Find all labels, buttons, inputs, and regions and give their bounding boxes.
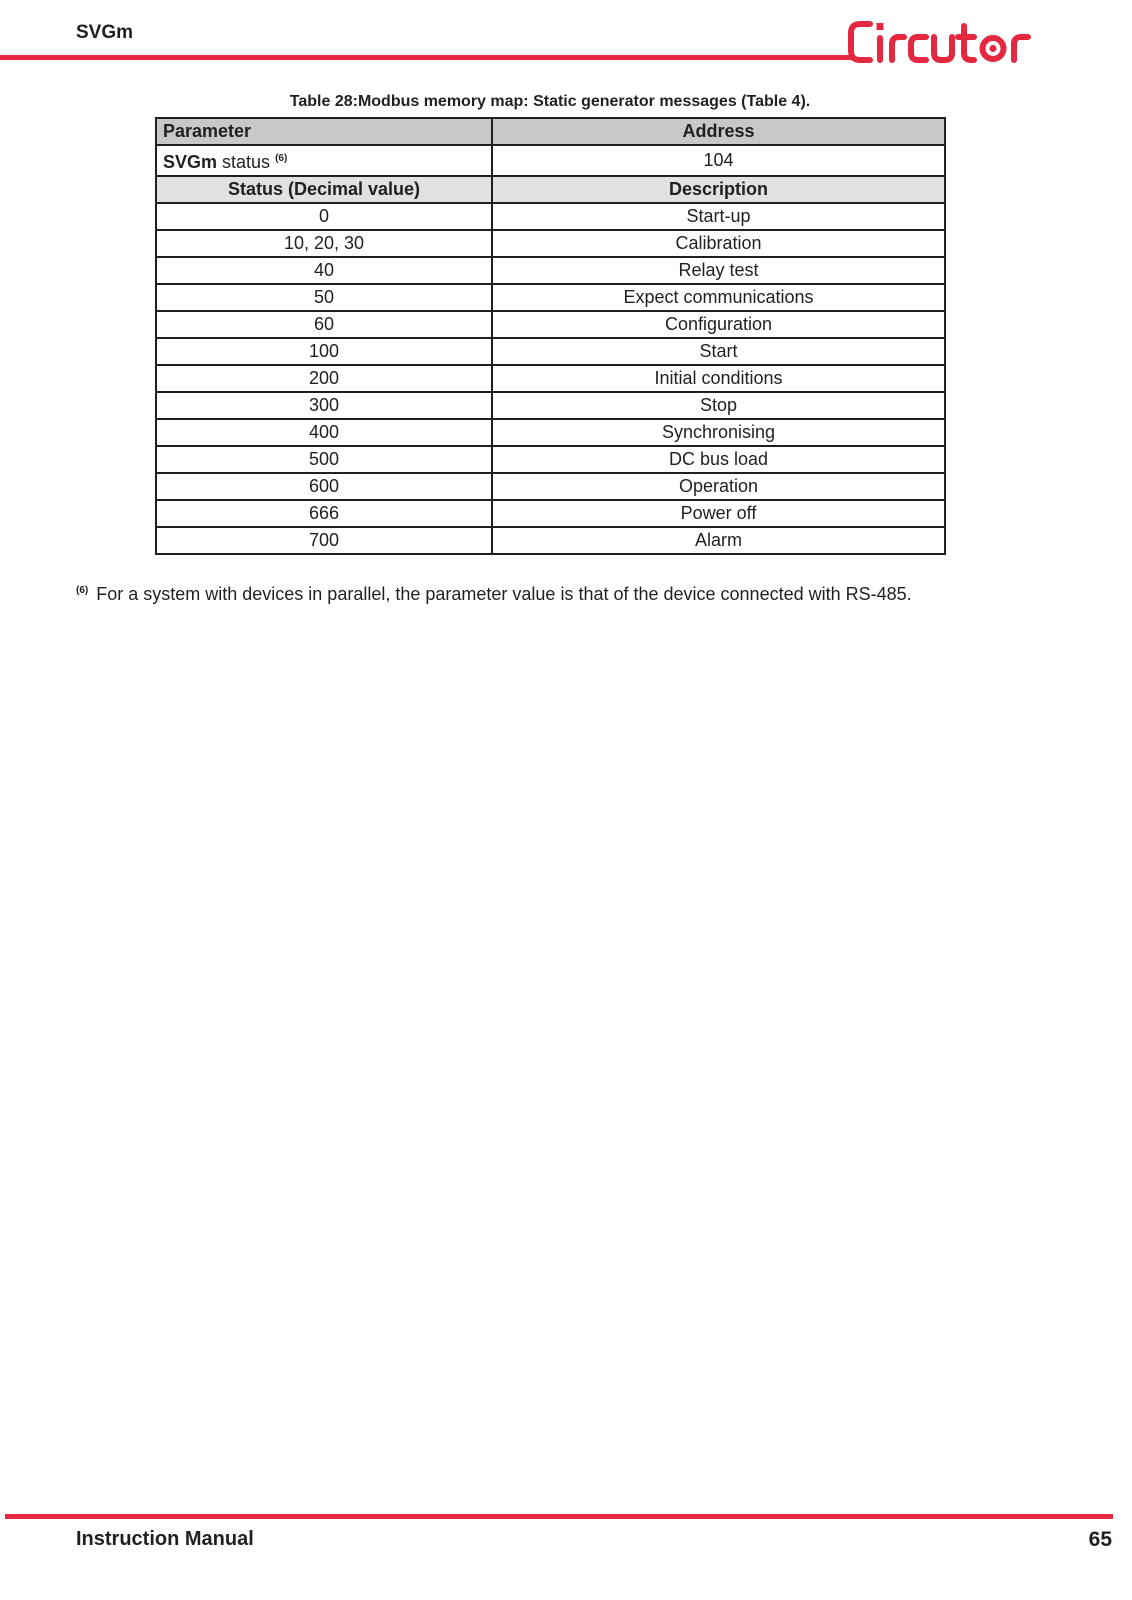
header-cell-address: Address — [492, 118, 945, 145]
parameter-address-cell: 104 — [492, 145, 945, 176]
table-row — [156, 203, 945, 230]
status-cell: 666 — [156, 500, 492, 527]
status-cell: 400 — [156, 419, 492, 446]
table-row — [156, 473, 945, 500]
table-row — [156, 230, 945, 257]
status-cell: 700 — [156, 527, 492, 554]
parameter-name-cell — [156, 145, 492, 176]
table-row — [156, 419, 945, 446]
description-cell: Operation — [492, 473, 945, 500]
status-cell: 600 — [156, 473, 492, 500]
footer-rule — [5, 1514, 1113, 1519]
description-cell: Alarm — [492, 527, 945, 554]
status-cell: 40 — [156, 257, 492, 284]
description-cell: Stop — [492, 392, 945, 419]
description-cell: Configuration — [492, 311, 945, 338]
table-row — [156, 311, 945, 338]
description-cell: Synchronising — [492, 419, 945, 446]
table-row — [156, 284, 945, 311]
status-cell: 0 — [156, 203, 492, 230]
table-row — [156, 338, 945, 365]
page-number: 65 — [1088, 1528, 1112, 1551]
header-rule — [0, 55, 852, 60]
description-cell: DC bus load — [492, 446, 945, 473]
parameter-name-rest: status — [217, 152, 276, 172]
table-row — [156, 500, 945, 527]
parameter-name-bold: SVGm — [163, 152, 218, 172]
description-cell: Start-up — [492, 203, 945, 230]
modbus-memory-map-table — [155, 117, 946, 555]
header-cell-parameter: Parameter — [156, 118, 492, 145]
description-cell: Relay test — [492, 257, 945, 284]
footnote-text: For a system with devices in parallel, the parameter value is that of the device connected with RS-485. — [96, 584, 912, 604]
description-cell: Initial conditions — [492, 365, 945, 392]
description-cell: Power off — [492, 500, 945, 527]
footnote-mark: (6) — [76, 585, 89, 596]
subheader-cell-status: Status (Decimal value) — [156, 176, 492, 203]
table-row — [156, 446, 945, 473]
table-row — [156, 365, 945, 392]
parameter-row — [156, 145, 945, 176]
table-subheader-row — [156, 176, 945, 203]
status-cell: 200 — [156, 365, 492, 392]
status-cell: 100 — [156, 338, 492, 365]
status-cell: 300 — [156, 392, 492, 419]
status-cell: 10, 20, 30 — [156, 230, 492, 257]
description-cell: Calibration — [492, 230, 945, 257]
table-row — [156, 392, 945, 419]
subheader-cell-description: Description — [492, 176, 945, 203]
table-row — [156, 527, 945, 554]
table-header-row — [156, 118, 945, 145]
description-cell: Expect communications — [492, 284, 945, 311]
table-caption: Table 28:Modbus memory map: Static generator messages (Table 4). — [289, 93, 811, 110]
footer-title: Instruction Manual — [76, 1528, 254, 1550]
status-cell: 50 — [156, 284, 492, 311]
document-title: SVGm — [76, 22, 134, 43]
footnote — [76, 584, 912, 605]
circutor-logo — [848, 14, 1034, 70]
table-row — [156, 257, 945, 284]
status-cell: 60 — [156, 311, 492, 338]
status-cell: 500 — [156, 446, 492, 473]
description-cell: Start — [492, 338, 945, 365]
footnote-reference: (6) — [275, 153, 288, 164]
